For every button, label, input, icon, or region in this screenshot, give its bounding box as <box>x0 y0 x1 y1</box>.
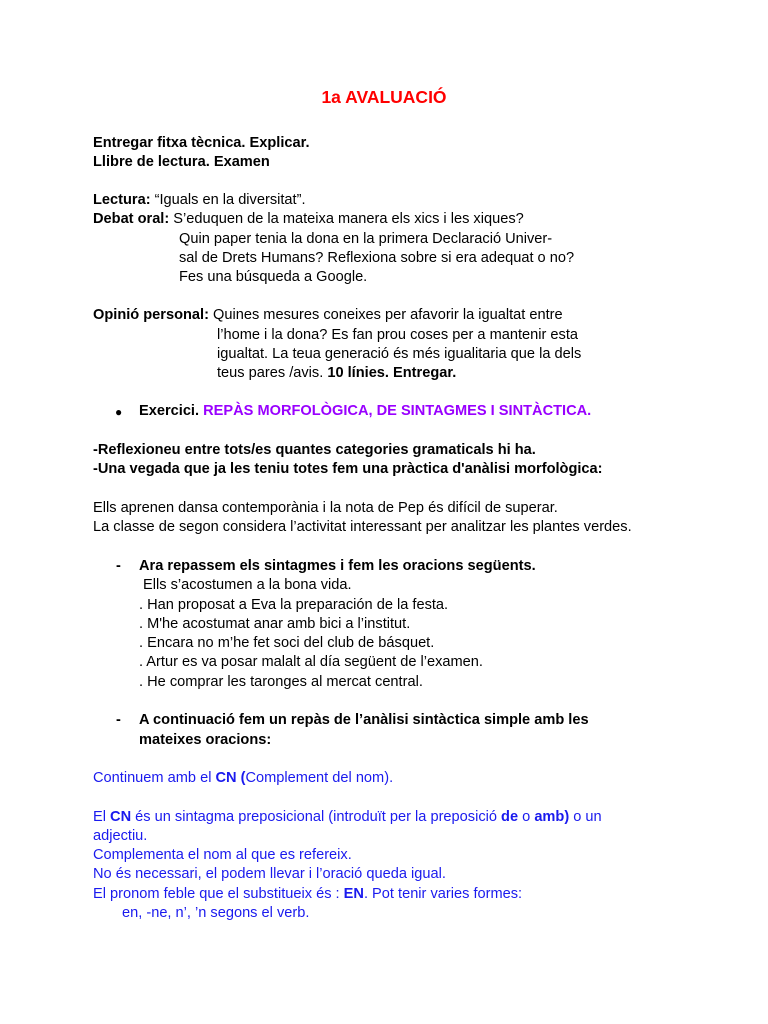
sintagmes-item: . M'he acostumat anar amb bici a l’institut. <box>139 616 411 632</box>
cn-definition-line <box>93 808 602 827</box>
debat-text-1: S’eduquen de la mateixa manera els xics i les xiques? <box>169 211 524 227</box>
opinio-text-4: teus pares /avis. <box>217 365 328 381</box>
sintagmes-item: Ells s’acostumen a la bona vida. <box>139 577 352 593</box>
lectura-text: “Iguals en la diversitat”. <box>150 192 306 208</box>
lectura-line <box>93 191 306 210</box>
cn-def-e: o <box>518 809 535 825</box>
intro-line-2: Llibre de lectura. Examen <box>93 154 270 170</box>
cn-line-3: adjectiu. <box>93 828 148 844</box>
opinio-bold-tail: 10 línies. Entregar. <box>327 365 457 381</box>
cn-line-5: No és necessari, el podem llevar i l’oració queda igual. <box>93 866 446 882</box>
sintagmes-item: . Encara no m’he fet soci del club de básquet. <box>139 635 435 651</box>
cn-def-d: de <box>501 809 519 825</box>
morph-sentence-1: Ells aprenen dansa contemporània i la nota de Pep és difícil de superar. <box>93 500 558 516</box>
cn-def-c: és un sintagma preposicional (introduït per la preposició <box>131 809 502 825</box>
reflexion-line-2: -Una vegada que ja les teniu totes fem una pràctica d'anàlisi morfològica: <box>93 461 603 477</box>
opinio-line-3: igualtat. La teua generació és més igualitaria que la dels <box>217 346 582 362</box>
lectura-label: Lectura: <box>93 192 151 208</box>
debat-line-3: sal de Drets Humans? Reflexiona sobre si era adequat o no? <box>179 250 575 266</box>
cn-intro-b: CN ( <box>215 770 246 786</box>
opinio-text-1: Quines mesures coneixes per afavorir la igualtat entre <box>208 307 563 323</box>
morph-sentence-2: La classe de segon considera l’activitat interessant per analitzar les plantes verdes. <box>93 519 632 535</box>
debat-label: Debat oral: <box>93 211 170 227</box>
cn-intro-a: Continuem amb el <box>93 770 216 786</box>
cn-pronom-c: . Pot tenir varies formes: <box>363 886 523 902</box>
sintagmes-item: . Han proposat a Eva la preparación de la festa. <box>139 597 449 613</box>
cn-pronom-line <box>93 885 522 904</box>
cn-def-g: o un <box>569 809 602 825</box>
exercici-highlight: REPÀS MORFOLÒGICA, DE SINTAGMES I SINTÀCTICA. <box>203 403 592 419</box>
intro-line-1: Entregar fitxa tècnica. Explicar. <box>93 135 310 151</box>
sintactica-line-2: mateixes oracions: <box>139 732 272 748</box>
reflexion-line-1: -Reflexioneu entre tots/es quantes categories gramaticals hi ha. <box>93 442 536 458</box>
sintactica-line-1: A continuació fem un repàs de l’anàlisi sintàctica simple amb les <box>139 712 589 728</box>
cn-intro-c: Complement del nom). <box>245 770 394 786</box>
cn-pronom-b: EN <box>343 886 364 902</box>
debat-line-2: Quin paper tenia la dona en la primera Declaració Univer- <box>179 231 553 247</box>
debat-line-1 <box>93 210 524 229</box>
sintagmes-item: . He comprar les taronges al mercat central. <box>139 674 423 690</box>
cn-line-4: Complementa el nom al que es refereix. <box>93 847 352 863</box>
cn-pronom-a: El pronom feble que el substitueix és : <box>93 886 344 902</box>
exercici-bullet: ● <box>115 405 123 419</box>
cn-def-f: amb) <box>534 809 570 825</box>
opinio-label: Opinió personal: <box>93 307 209 323</box>
cn-def-a: El <box>93 809 111 825</box>
page-title: 1a AVALUACIÓ <box>321 87 447 107</box>
sintagmes-dash: - <box>116 558 121 574</box>
opinio-line-2: l’home i la dona? Es fan prou coses per a mantenir esta <box>217 327 578 343</box>
exercici-line <box>139 402 591 421</box>
exercici-label: Exercici. <box>139 403 204 419</box>
opinio-line-1 <box>93 306 563 325</box>
sintactica-dash: - <box>116 712 121 728</box>
sintagmes-heading: Ara repassem els sintagmes i fem les oracions següents. <box>139 558 536 574</box>
sintagmes-item: . Artur es va posar malalt al día següent de l’examen. <box>139 654 483 670</box>
cn-forms-line: en, -ne, n’, ’n segons el verb. <box>122 905 310 921</box>
cn-intro-line <box>93 769 393 788</box>
cn-def-b: CN <box>110 809 132 825</box>
opinio-line-4 <box>217 364 456 383</box>
debat-line-4: Fes una búsqueda a Google. <box>179 269 368 285</box>
